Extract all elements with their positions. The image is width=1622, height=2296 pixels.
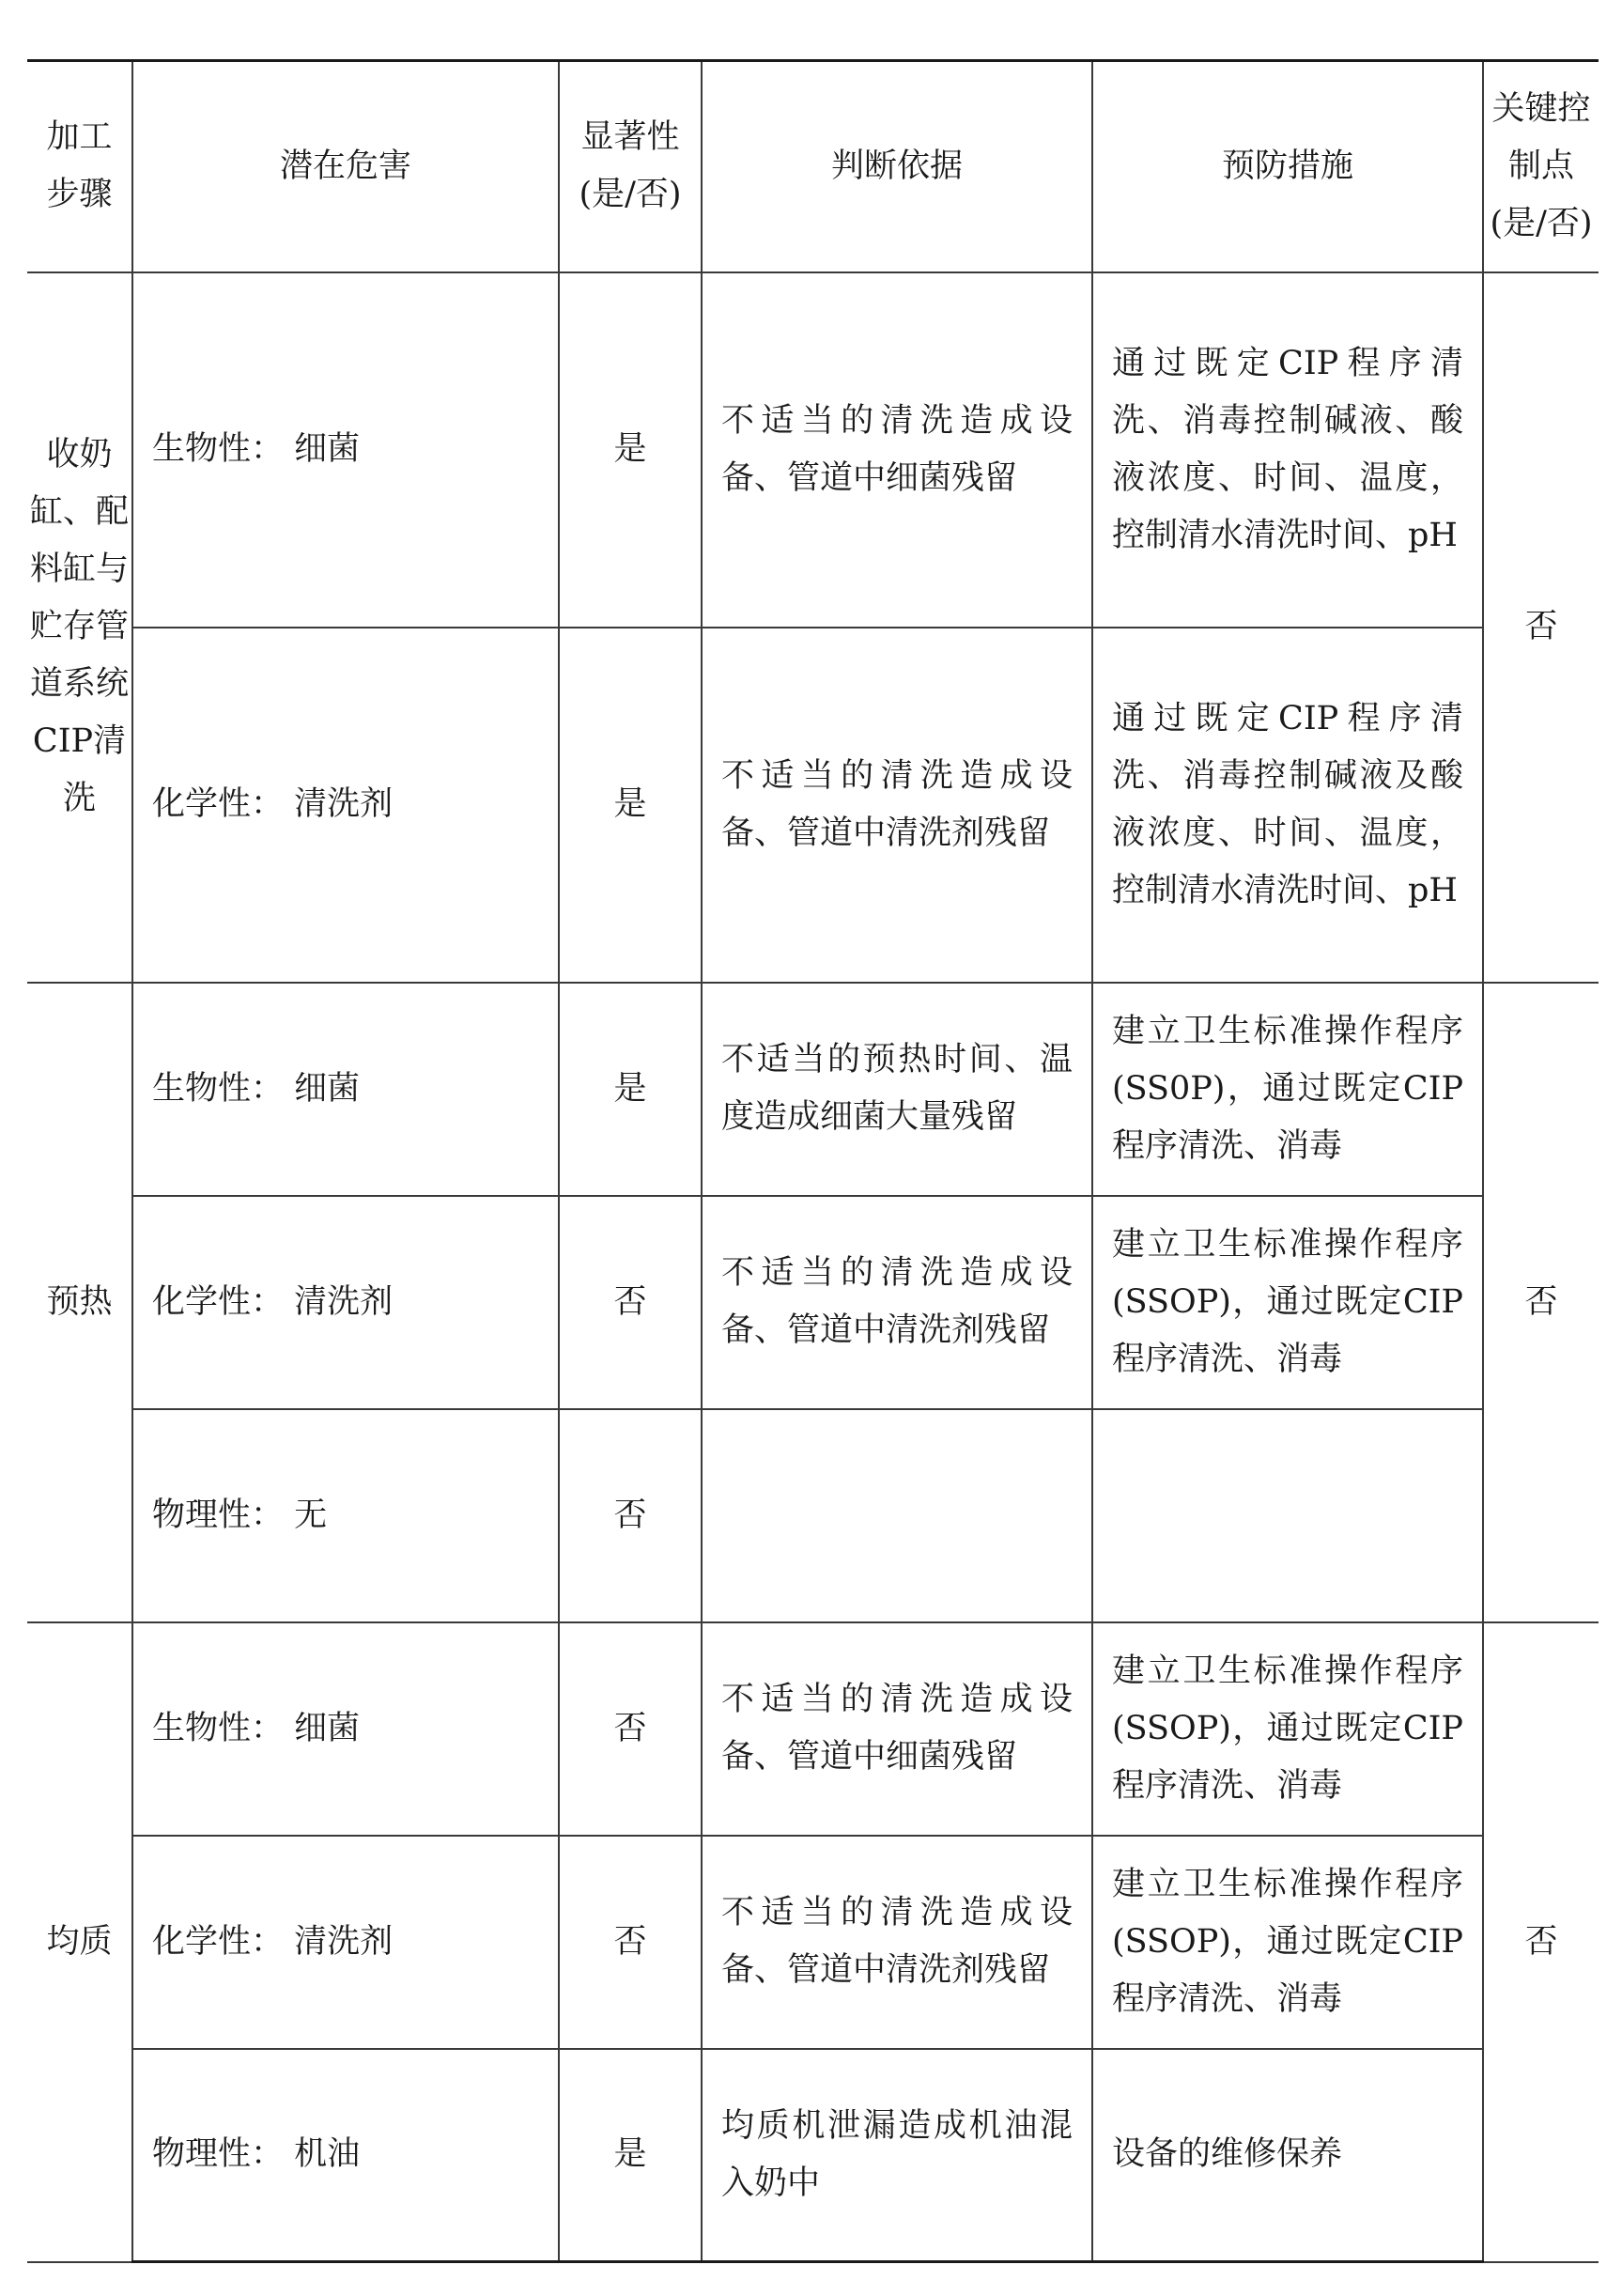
basis-cell: 不适当的清洗造成设备、管道中细菌残留: [702, 1622, 1092, 1836]
table-row: [27, 2049, 1599, 2262]
ccp-cell: 否: [1483, 1622, 1599, 2262]
header-measure: 预防措施: [1092, 61, 1483, 272]
step-group-homogenize: [27, 1622, 1599, 2262]
hazard-cell: 物理性： 机油: [132, 2049, 559, 2262]
hazard-analysis-table: [27, 59, 1599, 2263]
measure-cell: 建立卫生标准操作程序(SSOP)，通过既定CIP程序清洗、消毒: [1092, 1836, 1483, 2049]
basis-cell: [702, 1409, 1092, 1622]
measure-cell: 建立卫生标准操作程序(SS0P)，通过既定CIP程序清洗、消毒: [1092, 983, 1483, 1196]
basis-cell: 不适当的清洗造成设备、管道中清洗剂残留: [702, 628, 1092, 983]
hazard-cell: 生物性： 细菌: [132, 272, 559, 628]
table-row: [27, 1836, 1599, 2049]
measure-cell: [1092, 1409, 1483, 1622]
header-hazard: 潜在危害: [132, 61, 559, 272]
measure-cell: 通过既定CIP程序清洗、消毒控制碱液及酸液浓度、时间、温度，控制清水清洗时间、pH: [1092, 628, 1483, 983]
step-name: 预热: [27, 983, 132, 1622]
step-group-cip: [27, 272, 1599, 983]
hazard-cell: 生物性： 细菌: [132, 983, 559, 1196]
header-basis: 判断依据: [702, 61, 1092, 272]
table-row: [27, 983, 1599, 1196]
table-row: [27, 1409, 1599, 1622]
significance-cell: 否: [559, 1622, 702, 1836]
significance-cell: 是: [559, 2049, 702, 2262]
table-row: [27, 628, 1599, 983]
measure-cell: 设备的维修保养: [1092, 2049, 1483, 2262]
basis-cell: 均质机泄漏造成机油混入奶中: [702, 2049, 1092, 2262]
table-row: [27, 272, 1599, 628]
ccp-cell: 否: [1483, 272, 1599, 983]
basis-cell: 不适当的清洗造成设备、管道中清洗剂残留: [702, 1196, 1092, 1409]
hazard-cell: 化学性： 清洗剂: [132, 1836, 559, 2049]
table-header: [27, 61, 1599, 272]
ccp-cell: 否: [1483, 983, 1599, 1622]
header-step: 加工步骤: [27, 61, 132, 272]
header-row: [27, 61, 1599, 272]
hazard-cell: 物理性： 无: [132, 1409, 559, 1622]
hazard-cell: 生物性： 细菌: [132, 1622, 559, 1836]
significance-cell: 是: [559, 272, 702, 628]
header-ccp: 关键控制点(是/否): [1483, 61, 1599, 272]
significance-cell: 否: [559, 1196, 702, 1409]
header-significance: 显著性(是/否): [559, 61, 702, 272]
step-name: 均质: [27, 1622, 132, 2262]
measure-cell: 建立卫生标准操作程序(SSOP)，通过既定CIP程序清洗、消毒: [1092, 1622, 1483, 1836]
significance-cell: 是: [559, 983, 702, 1196]
significance-cell: 是: [559, 628, 702, 983]
hazard-cell: 化学性： 清洗剂: [132, 1196, 559, 1409]
hazard-cell: 化学性： 清洗剂: [132, 628, 559, 983]
table-row: [27, 1622, 1599, 1836]
significance-cell: 否: [559, 1836, 702, 2049]
measure-cell: 建立卫生标准操作程序(SSOP)，通过既定CIP程序清洗、消毒: [1092, 1196, 1483, 1409]
basis-cell: 不适当的清洗造成设备、管道中细菌残留: [702, 272, 1092, 628]
significance-cell: 否: [559, 1409, 702, 1622]
basis-cell: 不适当的清洗造成设备、管道中清洗剂残留: [702, 1836, 1092, 2049]
step-name: 收奶缸、配料缸与贮存管道系统CIP清洗: [27, 272, 132, 983]
table-row: [27, 1196, 1599, 1409]
step-group-preheat: [27, 983, 1599, 1622]
basis-cell: 不适当的预热时间、温度造成细菌大量残留: [702, 983, 1092, 1196]
measure-cell: 通过既定CIP程序清洗、消毒控制碱液、酸液浓度、时间、温度，控制清水清洗时间、pH: [1092, 272, 1483, 628]
